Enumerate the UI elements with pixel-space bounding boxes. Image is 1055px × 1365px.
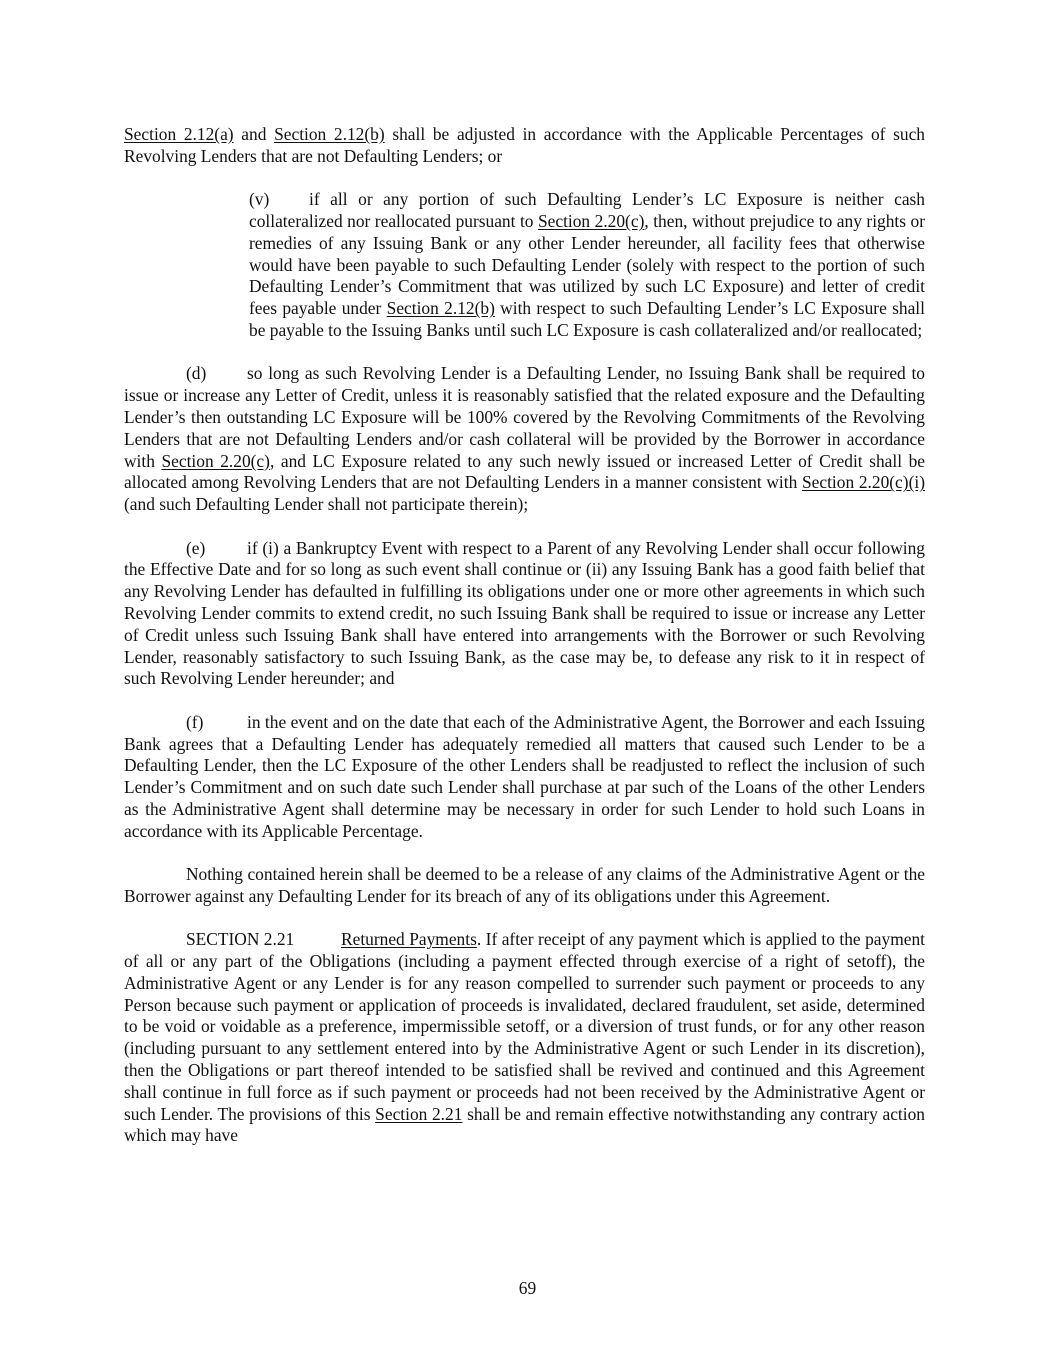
paragraph-text: shall be adjusted in accordance with the Applicable Percentages of such Revolving Lenders that are not Defaulting Lenders; or: [124, 124, 925, 166]
clause-label: (e): [186, 537, 206, 558]
paragraph-text: (and such Defaulting Lender shall not participate therein);: [124, 494, 529, 515]
paragraph-text: and: [233, 124, 275, 144]
section-heading: Returned Payments: [341, 929, 477, 950]
paragraph-text: . If after receipt of any payment which is applied to the payment of all or any part of the Obligations (including a payment effected through exercise of a right of setoff), the Administrative Agent or any Lender is for any reason compelled to surrender such payment or proceeds to any Person because such payment or application of proceeds is invalidated, declared fraudulent, set aside, determined to be void or voidable as a preference, impermissible setoff, or a diversion of trust funds, or for any other reason (including pursuant to any settlement entered into by the Administrative Agent or such Lender in its discretion), then the Obligations or part thereof intended to be satisfied shall be revived and continued and this Agreement shall continue in full force as if such payment or proceeds had not been received by the Administrative Agent or such Lender. The provisions of this: [124, 929, 925, 1124]
clause-label: (f): [186, 711, 204, 732]
paragraph-clause-f: [124, 712, 925, 843]
paragraph-no-release: [124, 864, 925, 908]
section-reference: Section 2.21: [375, 1103, 463, 1124]
paragraph-text: , and LC Exposure related to any such newly issued or increased Letter of Credit shall be allocated among Revolving Lenders that are not Defaulting Lenders in a manner consistent with: [124, 450, 926, 493]
paragraph-text: if (i) a Bankruptcy Event with respect to a Parent of any Revolving Lender shall occur following the Effective Date and for so long as such event shall continue or (ii) any Issuing Bank has a good faith belief that any Revolving Lender has defaulted in fulfilling its obligations under one or more other agreements in which such Revolving Lender commits to extend credit, no such Issuing Bank shall be required to issue or increase any Letter of Credit unless such Issuing Bank shall have entered into arrangements with the Borrower or such Revolving Lender, reasonably satisfactory to such Issuing Bank, as the case may be, to defease any risk to it in respect of such Revolving Lender hereunder; and: [124, 537, 925, 689]
clause-label: (v): [249, 189, 270, 210]
paragraph-text: Nothing contained herein shall be deemed to be a release of any claims of the Administrative Agent or the Borrower against any Defaulting Lender for its breach of any of its obligations under this Agreement.: [124, 864, 925, 906]
section-reference: Section 2.20(c)(i): [801, 472, 925, 493]
section-reference: Section 2.12(b): [274, 124, 385, 144]
section-reference: Section 2.12(a): [124, 124, 234, 144]
section-reference: Section 2.20(c): [161, 450, 270, 471]
paragraph-fee-adjustment: [124, 124, 925, 168]
paragraph-text: in the event and on the date that each of the Administrative Agent, the Borrower and each Issuing Bank agrees that a Defaulting Lender has adequately remedied all matters that caused such Lender to be a Defaulting Lender, then the LC Exposure of the other Lenders shall be readjusted to reflect the inclusion of such Lender’s Commitment and on such date such Lender shall purchase at par such of the Loans of the other Lenders as the Administrative Agent shall determine may be necessary in order for such Lender to hold such Loans in accordance with its Applicable Percentage.: [124, 711, 925, 841]
paragraph-text: with respect to such Defaulting Lender’s LC Exposure shall be payable to the Issuing Banks until such LC Exposure is cash collateralized and/or reallocated;: [249, 298, 925, 340]
section-reference: Section 2.20(c): [537, 210, 645, 231]
clause-label: (d): [186, 363, 207, 384]
paragraph-clause-d: [124, 363, 925, 516]
section-number: SECTION 2.21: [186, 929, 295, 950]
paragraph-text: if all or any portion of such Defaulting Lender’s LC Exposure is neither cash collateralized nor reallocated pursuant to: [249, 189, 925, 231]
paragraph-clause-v: [124, 189, 925, 342]
section-reference: Section 2.12(b): [386, 298, 495, 319]
paragraph-clause-e: [124, 538, 925, 691]
paragraph-text: so long as such Revolving Lender is a Defaulting Lender, no Issuing Bank shall be required to issue or increase any Letter of Credit, unless it is reasonably satisfied that the related exposure and the Defaulting Lender’s then outstanding LC Exposure will be 100% covered by the Revolving Commitments of the Revolving Lenders that are not Defaulting Lenders and/or cash collateral will be provided by the Borrower in accordance with: [124, 363, 925, 471]
page-number: 69: [518, 1278, 537, 1298]
paragraph-text: , then, without prejudice to any rights or remedies of any Issuing Bank or any other Lender hereunder, all facility fees that otherwise would have been payable to such Defaulting Lender (solely with respect to the portion of such Defaulting Lender’s Commitment that was utilized by such LC Exposure) and letter of credit fees payable under: [249, 210, 925, 319]
paragraph-text: shall be and remain effective notwithstanding any contrary action which may have: [124, 1103, 925, 1146]
paragraph-section-2-21: [124, 929, 925, 1147]
document-body: [124, 124, 925, 1169]
